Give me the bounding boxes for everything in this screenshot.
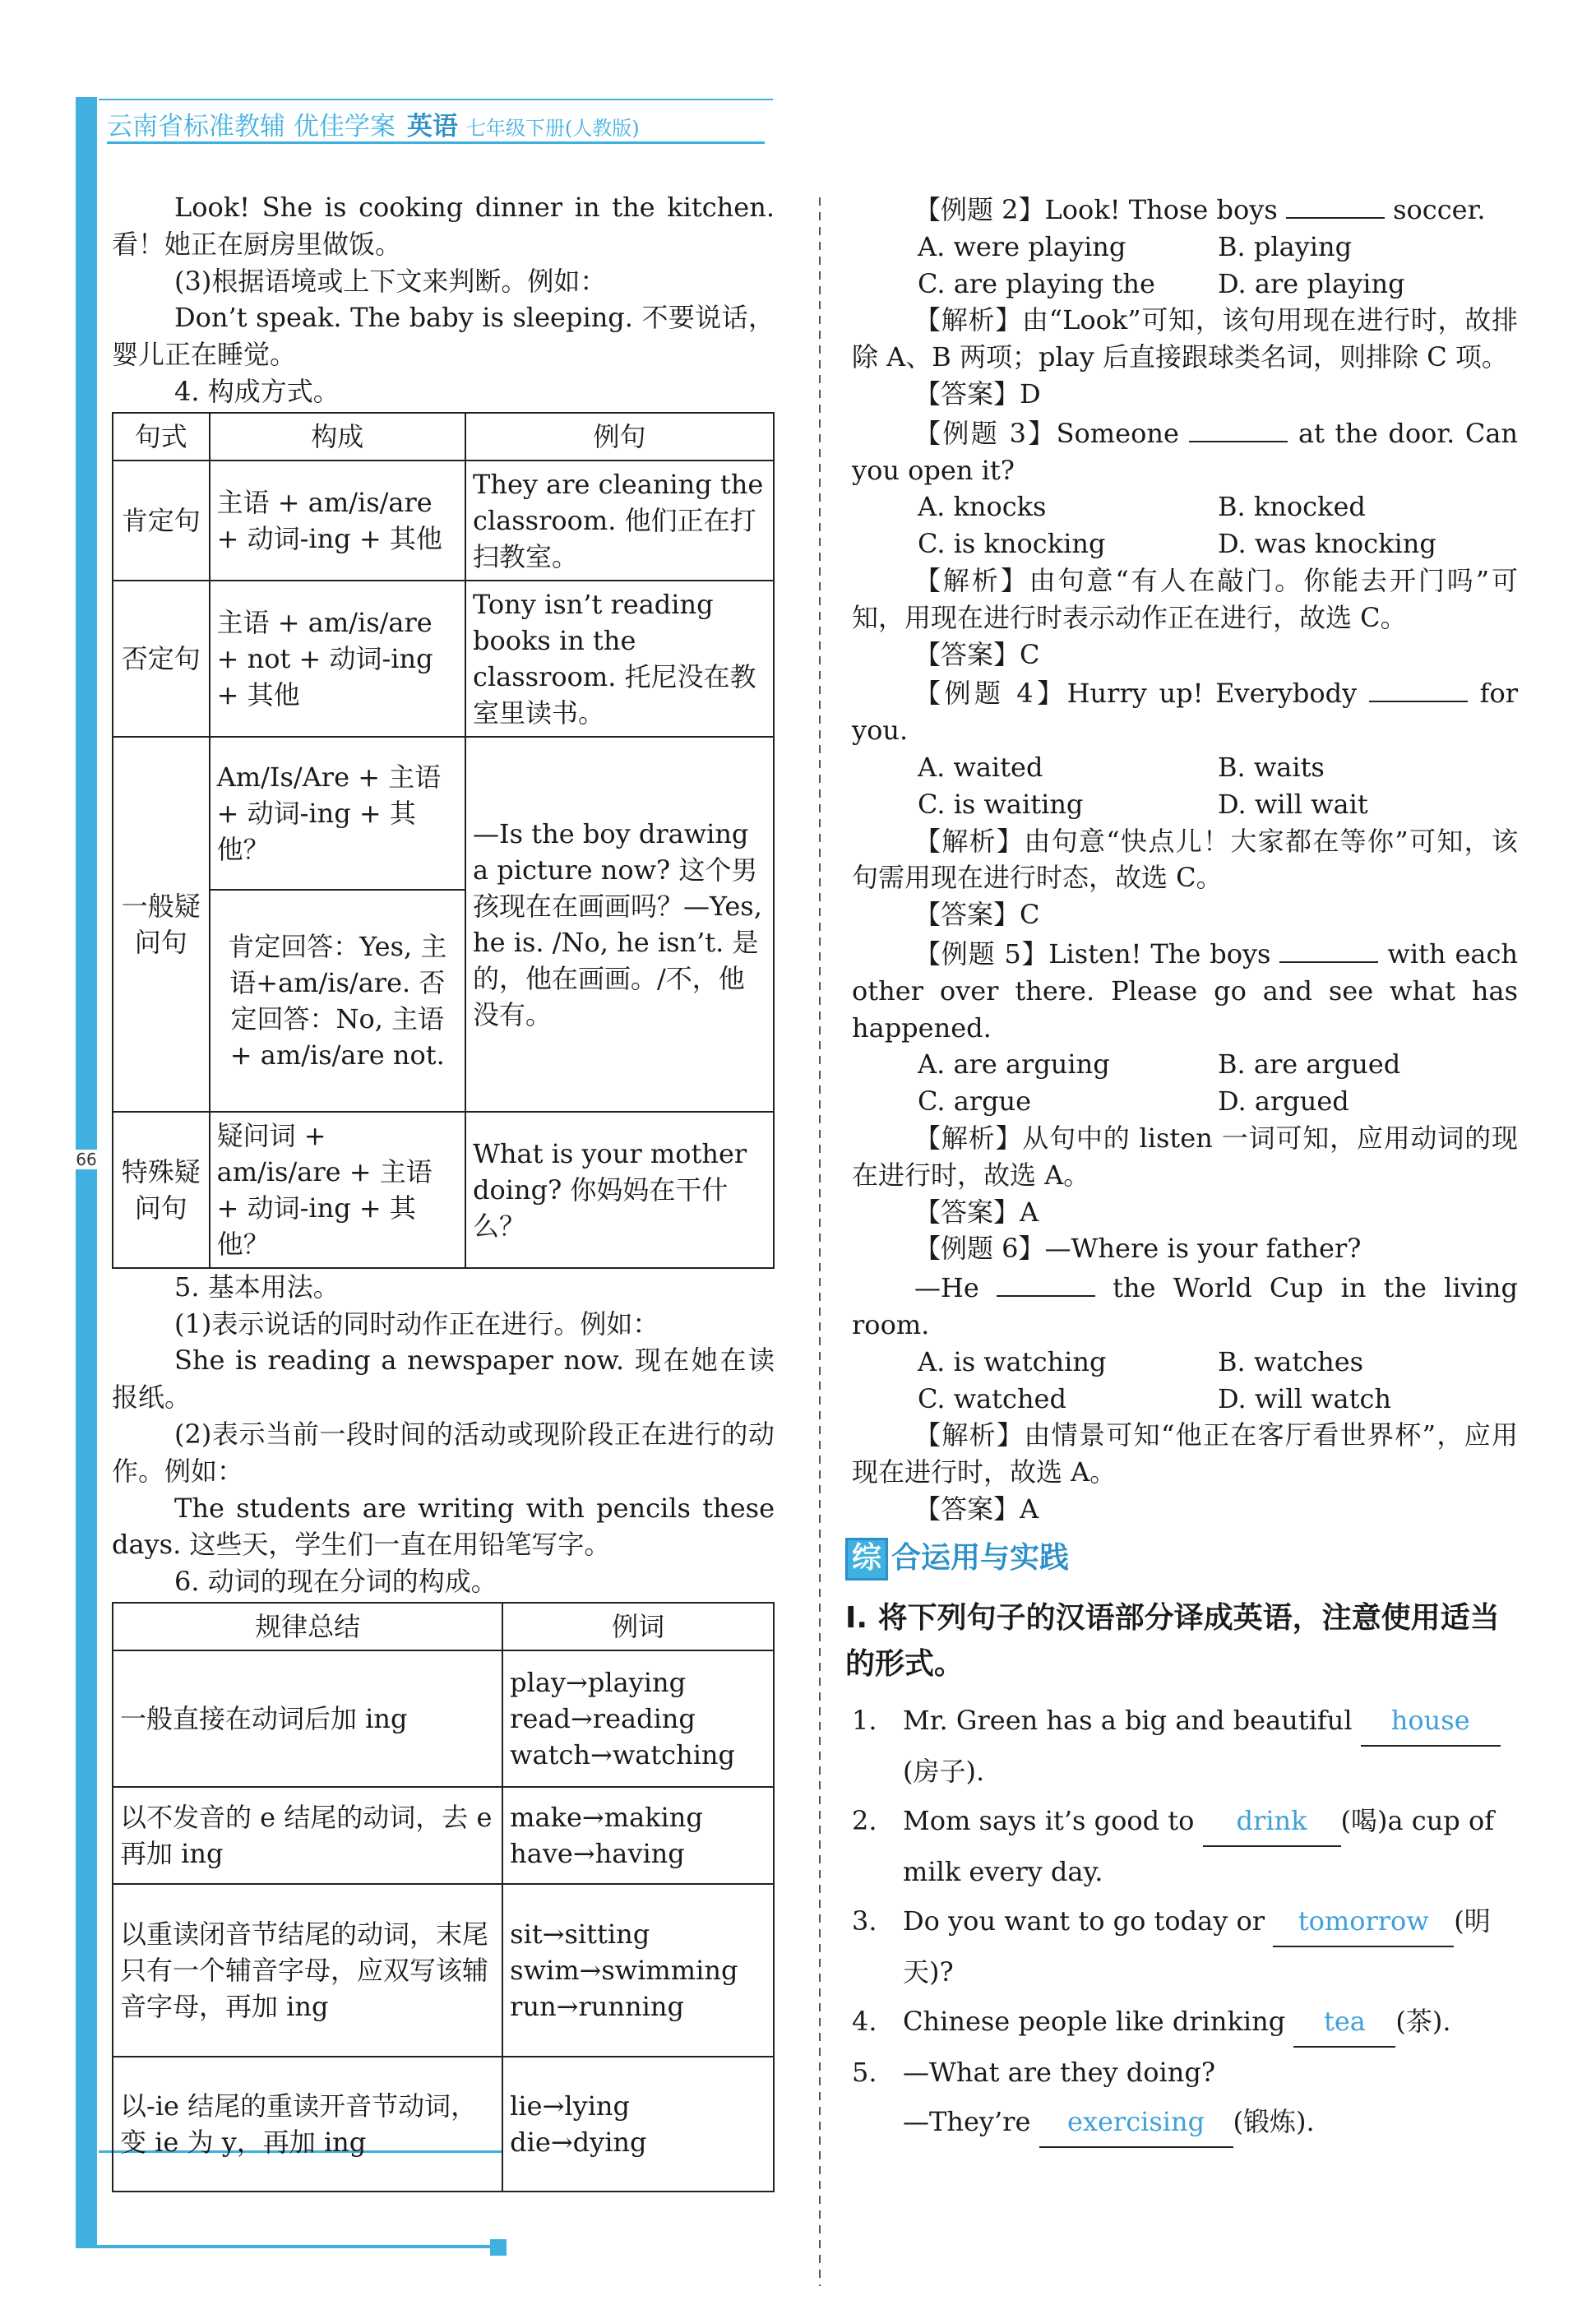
header-top-rule [99,99,773,100]
item-post: (茶). [1395,2005,1451,2037]
question-text: at the door. Can you open it? [852,417,1519,486]
example-question [852,413,1518,489]
options-row [852,1046,1518,1083]
answer-blank [1189,413,1288,442]
table-cell: 一般疑问句 [113,737,210,1112]
column-divider [819,197,821,2286]
answer-blank [1369,673,1468,702]
question-text: the World Cup in the living room. [852,1272,1519,1340]
section-heading: 5. 基本用法。 [174,1271,340,1303]
table-cell [502,1884,774,2057]
options-row [852,266,1518,303]
item-number: 4. [852,2005,877,2037]
item-pre: —They’re [903,2105,1031,2137]
right-column [845,189,1519,2148]
example-question: 【例题 6】—Where is your father? [914,1233,1362,1265]
table-row [113,1787,774,1884]
table-header: 句式 [113,413,210,461]
options-row [852,786,1518,823]
exercise-item [852,1796,1518,1896]
table-cell [502,2057,774,2192]
option-c: C. is knocking [918,528,1106,560]
header-subject: 英语 [406,112,458,141]
options-row [852,1083,1518,1120]
option-d: D. argued [1218,1085,1349,1118]
example-question [852,1267,1518,1344]
left-accent-bar [76,97,97,2245]
filled-answer: tomorrow [1273,1896,1454,1947]
item-text [903,1796,1518,1896]
table-cell: What is your mother doing? 你妈妈在干什么？ [465,1112,774,1268]
options-row [852,229,1518,266]
question-text: —He [914,1272,979,1304]
filled-answer: exercising [1039,2097,1233,2148]
question-text: 【例题 5】Listen! The boys [914,937,1271,970]
filled-answer: tea [1293,1997,1395,2048]
answer-blank [1279,933,1378,963]
table-header: 规律总结 [113,1603,502,1650]
table-header: 例句 [465,413,774,461]
example-word: read→reading [510,1702,696,1734]
table-cell: 一般直接在动词后加 ing [113,1650,502,1787]
exercise-item [852,2048,1518,2148]
item-pre: Chinese people like drinking [903,2005,1286,2037]
table-header: 例词 [502,1603,774,1650]
option-c: C. are playing the [918,267,1155,299]
table-row [113,581,774,737]
question-text: 【例题 3】Someone [914,417,1179,449]
option-d: D. was knocking [1218,528,1436,560]
option-d: D. will wait [1218,788,1368,820]
item-text [903,1896,1518,1997]
table-cell: 以重读闭音节结尾的动词，末尾只有一个辅音字母，应双写该辅音字母，再加 ing [113,1884,502,2057]
question-text: for you. [852,678,1518,747]
table-cell: They are cleaning the classroom. 他们正在打扫教室。 [465,461,774,581]
example-word: have→having [510,1837,685,1869]
item-number: 5. [852,2056,877,2088]
item-post: (明天)? [903,1905,1491,1988]
example-word: die→dying [510,2126,647,2158]
table-cell: 否定句 [113,581,210,737]
table-cell: 特殊疑问句 [113,1112,210,1268]
paragraph: (3)根据语境或上下文来判断。例如： [174,265,607,297]
option-c: C. argue [918,1085,1032,1118]
analysis: 【解析】由句意“有人在敲门。你能去开门吗”可知，用现在进行时表示动作正在进行，故选 C。 [852,564,1518,633]
table-cell: Am/Is/Are + 主语 + 动词-ing + 其他？ [210,737,465,890]
example-question [852,933,1518,1046]
paragraph: Look! She is cooking dinner in the kitchen. 看！她正在厨房里做饭。 [112,192,775,260]
table-row [113,461,774,581]
answer-blank [997,1267,1095,1297]
item-number: 1. [852,1704,877,1736]
page-number: 66 [72,1150,100,1169]
question-text: soccer. [1393,194,1486,225]
item-text [903,1696,1518,1796]
option-c: C. is waiting [918,788,1084,820]
exercise-item [852,1896,1518,1997]
option-b: B. are argued [1218,1048,1401,1081]
table-cell: 以-ie 结尾的重读开音节动词，变 ie 为 y，再加 ing [113,2057,502,2192]
table-row [113,1603,774,1650]
example-word: sit→sitting [510,1918,650,1950]
table-cell [502,1787,774,1884]
task-instruction: Ⅰ. 将下列句子的汉语部分译成英语，注意使用适当的形式。 [845,1600,1500,1681]
section-heading: 4. 构成方式。 [174,375,340,407]
paragraph: The students are writing with pencils these days. 这些天，学生们一直在用铅笔写字。 [112,1492,775,1561]
item-pre: Mom says it’s good to [903,1804,1195,1836]
example-word: play→playing [510,1666,687,1698]
item-number: 3. [852,1905,877,1937]
exercise-item [852,1696,1518,1796]
filled-answer: drink [1203,1796,1341,1847]
item-text [903,2048,1315,2148]
example-question [852,673,1518,749]
paragraph: (2)表示当前一段时间的活动或现阶段正在进行的动作。例如： [112,1418,775,1487]
paragraph: She is reading a newspaper now. 现在她在读报纸。 [112,1345,775,1414]
option-b: B. playing [1218,230,1353,262]
table-row [113,737,774,890]
example-word: watch→watching [510,1738,736,1770]
exercise-item [852,1997,1518,2048]
table-row [113,1884,774,2057]
header-series: 云南省标准教辅 优佳学案 [107,112,396,141]
option-a: A. knocks [918,491,1047,523]
option-a: A. are arguing [918,1048,1110,1081]
participle-table [112,1602,775,2192]
item-pre: Mr. Green has a big and beautiful [903,1704,1353,1736]
answer: 【答案】A [914,1493,1039,1525]
answer: 【答案】A [914,1196,1039,1228]
table-cell: 疑问词 + am/is/are + 主语 + 动词-ing + 其他？ [210,1112,465,1268]
table-row [113,1650,774,1787]
left-column [112,189,775,2192]
option-c: C. watched [918,1382,1066,1414]
table-cell: 肯定回答：Yes, 主语+am/is/are. 否定回答：No, 主语 + am/is/are not. [210,890,465,1112]
option-b: B. waits [1218,751,1325,783]
bottom-square-marker [490,2239,507,2256]
answer: 【答案】C [914,638,1040,670]
table-cell [502,1650,774,1787]
options-row [852,488,1518,525]
options-row [852,1344,1518,1381]
options-row [852,1381,1518,1418]
header-rule [107,141,765,144]
structure-table [112,412,775,1269]
option-b: B. watches [1218,1345,1364,1377]
options-row [852,749,1518,786]
section-title [845,1538,1518,1581]
analysis: 【解析】由情景可知“他正在客厅看世界杯”，应用现在进行时，故选 A。 [852,1419,1518,1488]
section-title-text: 合运用与实践 [891,1541,1070,1576]
option-d: D. will watch [1218,1382,1391,1414]
bottom-rule [76,2245,490,2248]
table-cell: 以不发音的 e 结尾的动词，去 e 再加 ing [113,1787,502,1884]
item-pre: Do you want to go today or [903,1905,1265,1937]
item-post: (喝)a cup of milk every day. [903,1804,1495,1887]
item-number: 2. [852,1804,877,1836]
example-word: run→running [510,1990,684,2022]
header-grade: 七年级下册(人教版) [465,117,640,140]
table-cell: —Is the boy drawing a picture now? 这个男孩现在在画画吗？—Yes, he is. /No, he isn’t. 是的，他在画画。/不，他没有。 [465,737,774,1112]
analysis: 【解析】由“Look”可知，该句用现在进行时，故排除 A、B 两项；play 后直接跟球类名词，则排除 C 项。 [852,304,1518,373]
example-question [852,189,1518,229]
table-cell: 主语 + am/is/are + not + 动词-ing + 其他 [210,581,465,737]
option-d: D. are playing [1218,267,1405,299]
table-row [113,2057,774,2192]
filled-answer: house [1361,1696,1501,1747]
item-post: (房子). [903,1755,985,1787]
answer: 【答案】C [914,899,1040,931]
option-b: B. knocked [1218,491,1366,523]
table-cell: Tony isn’t reading books in the classroom. 托尼没在教室里读书。 [465,581,774,737]
example-word: swim→swimming [510,1954,738,1986]
table-cell: 主语 + am/is/are + 动词-ing + 其他 [210,461,465,581]
section-heading: 6. 动词的现在分词的构成。 [174,1566,497,1598]
page-header [107,105,640,142]
question-text: with each other over there. Please go and see what has happened. [852,937,1519,1044]
option-a: A. were playing [918,230,1126,262]
section-icon: 综 [845,1538,888,1581]
question-text: 【例题 4】Hurry up! Everybody [914,678,1358,710]
analysis: 【解析】从句中的 listen 一词可知，应用动词的现在进行时，故选 A。 [852,1122,1518,1191]
question-text: 【例题 2】Look! Those boys [914,194,1278,225]
item-pre: —What are they doing? [903,2056,1215,2088]
table-header: 构成 [210,413,465,461]
table-row [113,413,774,461]
paragraph: (1)表示说话的同时动作正在进行。例如： [174,1308,659,1340]
item-post: (锻炼). [1233,2105,1315,2137]
analysis: 【解析】由句意“快点儿！大家都在等你”可知，该句需用现在进行时态，故选 C。 [852,825,1518,894]
example-word: lie→lying [510,2090,631,2122]
answer-blank [1286,189,1385,219]
answer: 【答案】D [914,377,1041,410]
options-row [852,525,1518,562]
option-a: A. is watching [918,1345,1107,1377]
table-row [113,1112,774,1268]
table-cell: 肯定句 [113,461,210,581]
option-a: A. waited [918,751,1043,783]
paragraph: Don’t speak. The baby is sleeping. 不要说话，婴儿正在睡觉。 [112,302,775,371]
item-text [903,1997,1451,2048]
example-word: make→making [510,1801,703,1833]
